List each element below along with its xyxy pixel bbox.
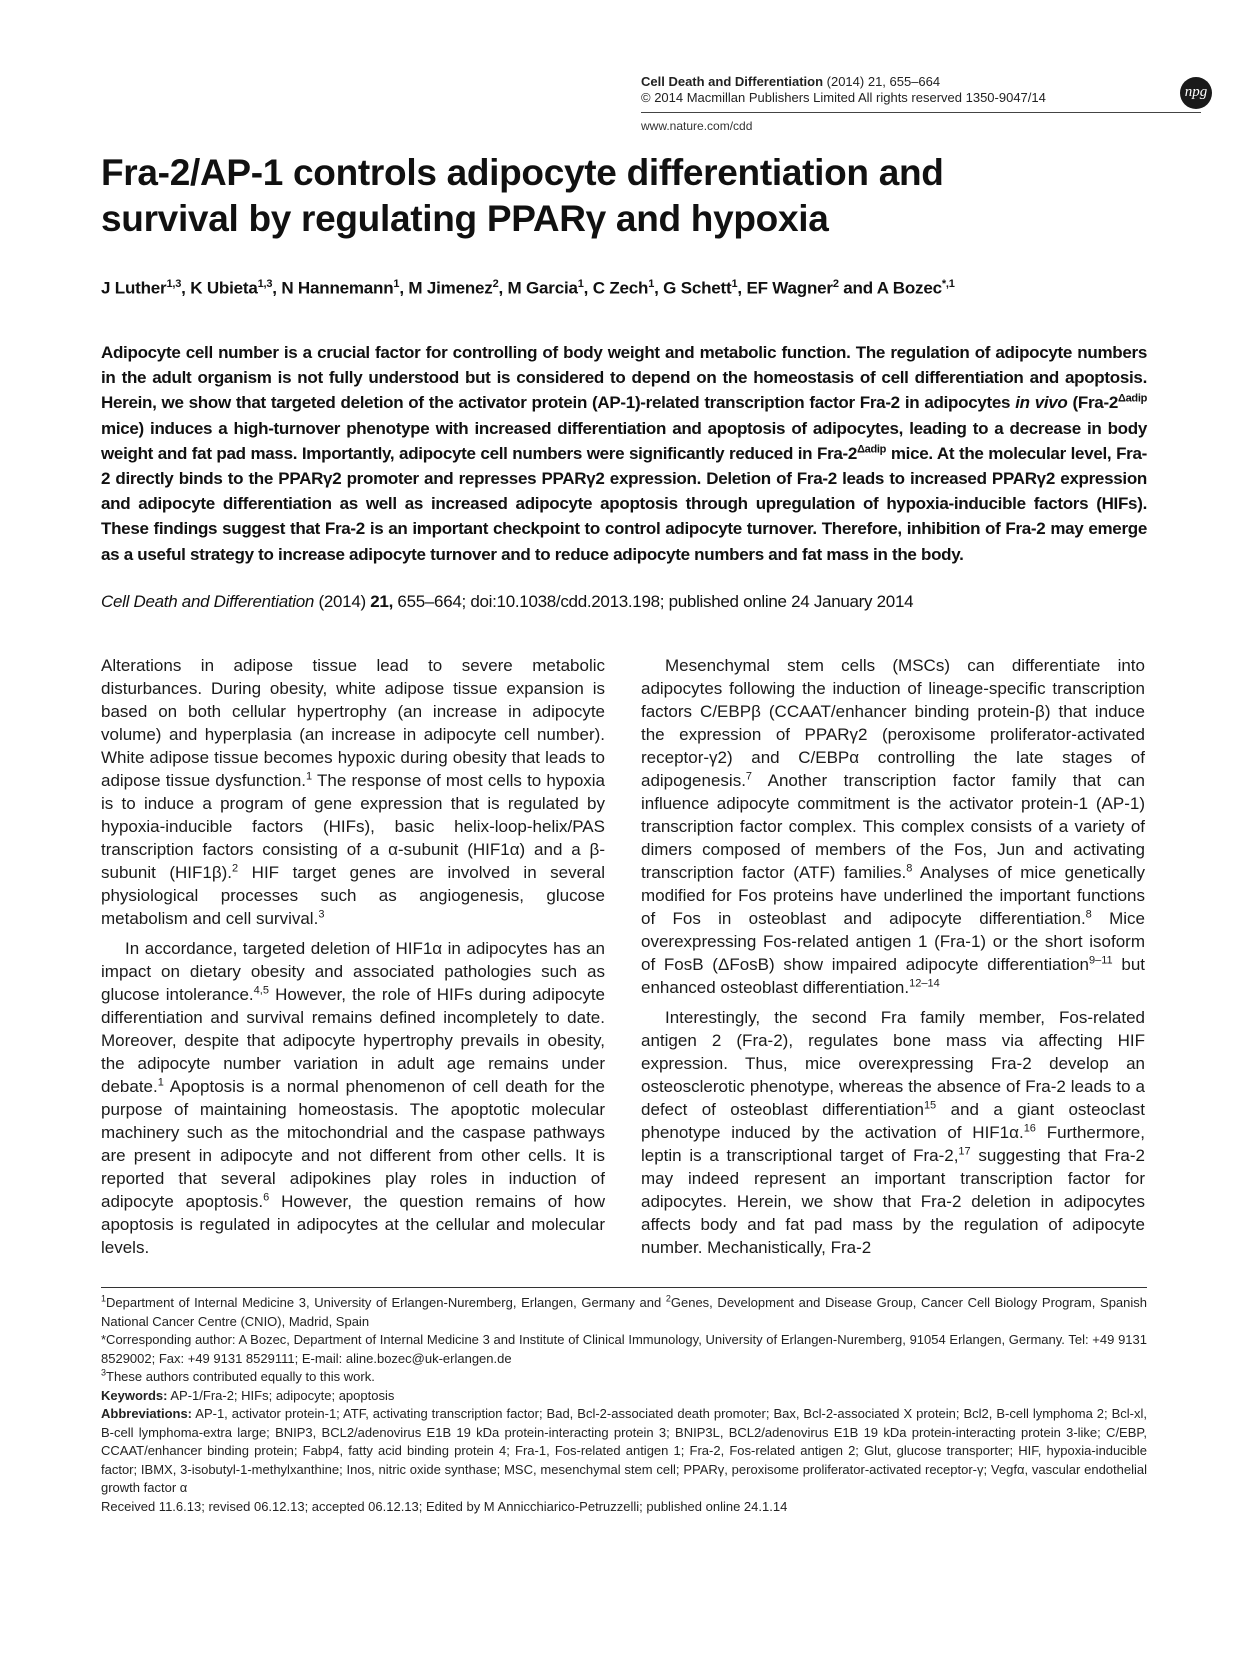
body-text: HIF target genes are involved in several physiological processes such as angiogenesis, glucose metabolism and cell survival. xyxy=(101,863,605,928)
keywords-label: Keywords: xyxy=(101,1387,168,1403)
reference-link[interactable]: 7 xyxy=(745,770,753,783)
journal-name: Cell Death and Differentiation xyxy=(641,74,824,89)
body-text: In accordance, targeted deletion of HIF1α in adipocytes has an impact on dietary obesity and associated pathologies such as glucose intolerance. xyxy=(101,939,605,1004)
abstract-text: mice. At the molecular level, Fra-2 directly binds to the PPARγ2 promoter and represses PPARγ2 expression. Deletion of Fra-2 leads to increased PPARγ2 expression and adipocyte differentiation as well as increased adipocyte apoptosis through upregulation of hypoxia-inducible factors (HIFs). These findings suggest that Fra-2 is an important checkpoint to control adipocyte turnover. Therefore, inhibition of Fra-2 may emerge as a useful strategy to increase adipocyte turnover and to reduce adipocyte numbers and fat mass in the body. xyxy=(101,443,1148,564)
body-text: The response of most cells to hypoxia is to induce a program of gene expression that is regulated by hypoxia-inducible factors (HIFs), basic helix-loop-helix/PAS transcription factors consisting of a α-subunit (HIF1α) and a β-subunit (HIF1β). xyxy=(101,771,606,882)
body-text: However, the question remains of how apoptosis is regulated in adipocytes at the cellular and molecular levels. xyxy=(101,1192,606,1257)
author-name: M Garcia xyxy=(507,278,578,298)
body-column-right xyxy=(641,654,1145,1266)
abstract-in-vivo: in vivo xyxy=(1015,393,1068,413)
footnote-divider xyxy=(101,1287,1147,1288)
author-affiliation: 2 xyxy=(492,278,499,290)
author-name: M Jimenez xyxy=(408,278,493,298)
abstract-text: Adipocyte cell number is a crucial factor for controlling of body weight and metabolic function. The regulation of adipocyte numbers in the adult organism is not fully understood but is considered to depend on the homeostasis of cell differentiation and apoptosis. Herein, we show that targeted deletion of the activator protein (AP-1)-related transcription factor Fra-2 in adipocytes xyxy=(101,343,1147,413)
author-name: J Luther xyxy=(101,278,167,298)
reference-link[interactable]: 8 xyxy=(906,862,913,875)
authors-conjunction: and xyxy=(843,278,873,298)
copyright-line: © 2014 Macmillan Publishers Limited All rights reserved 1350-9047/14 xyxy=(641,90,1046,105)
author-name: C Zech xyxy=(592,278,649,298)
affiliation-marker: 1 xyxy=(101,1293,107,1304)
reference-link[interactable]: 15 xyxy=(923,1099,937,1112)
author-affiliation: 2 xyxy=(832,278,839,290)
title-line-2: survival by regulating PPARγ and hypoxia xyxy=(101,198,829,239)
author-name: G Schett xyxy=(663,278,732,298)
body-text: Furthermore, leptin is a transcriptional target of Fra-2, xyxy=(641,1123,1145,1165)
citation-year: (2014) xyxy=(314,592,371,611)
citation-doi: 655–664; doi:10.1038/cdd.2013.198; published online 24 January 2014 xyxy=(393,592,914,611)
reference-link[interactable]: 9–11 xyxy=(1088,954,1113,967)
citation-journal: Cell Death and Differentiation xyxy=(101,592,315,611)
affiliation-text: Department of Internal Medicine 3, University of Erlangen-Nuremberg, Erlangen, Germany and xyxy=(106,1295,666,1310)
received-dates: Received 11.6.13; revised 06.12.13; accepted 06.12.13; Edited by M Annicchiarico-Petruzzelli; published online 24.1.14 xyxy=(101,1498,788,1514)
reference-link[interactable]: 2 xyxy=(232,862,239,875)
body-text: Another transcription factor family that can influence adipocyte commitment is the activator protein-1 (AP-1) transcription factor complex. This complex consists of a variety of dimers composed of members of the Fos, Jun and activating transcription factor (ATF) families. xyxy=(641,771,1145,882)
footnotes xyxy=(101,1294,1147,1516)
equal-contribution-text: These authors contributed equally to this work. xyxy=(106,1369,375,1384)
author-affiliation: 1,3 xyxy=(257,278,273,290)
abstract-text: mice) induces a high-turnover phenotype with increased differentiation and apoptosis of adipocytes, leading to a decrease in body weight and fat pad mass. Importantly, adipocyte cell numbers were significantly reduced in Fra-2 xyxy=(101,418,1147,463)
keywords-text: AP-1/Fra-2; HIFs; adipocyte; apoptosis xyxy=(167,1387,395,1403)
body-paragraph xyxy=(641,1006,1145,1259)
body-paragraph xyxy=(101,654,605,930)
author-affiliation: 1 xyxy=(731,278,738,290)
body-text: Apoptosis is a normal phenomenon of cell death for the purpose of maintaining homeostasis. The apoptotic molecular machinery such as the mitochondrial and the caspase pathways are present in adipocyte and not different from other cells. It is reported that several adipokines play roles in induction of adipocyte apoptosis. xyxy=(101,1077,605,1211)
author-name: N Hannemann xyxy=(281,278,394,298)
affiliation-marker: 2 xyxy=(665,1293,671,1304)
body-text: Interestingly, the second Fra family member, Fos-related antigen 2 (Fra-2), regulates bone mass via affecting HIF expression. Thus, mice overexpressing Fra-2 develop an osteosclerotic phenotype, whereas the absence of Fra-2 leads to a defect of osteoblast differentiation xyxy=(641,1008,1145,1119)
reference-link[interactable]: 17 xyxy=(958,1145,971,1158)
body-text: Analyses of mice genetically modified for Fos proteins have underlined the important functions of Fos in osteoblast and adipocyte differentiation. xyxy=(641,863,1145,928)
journal-issue: (2014) 21, 655–664 xyxy=(823,74,941,89)
abbreviations-text: AP-1, activator protein-1; ATF, activating transcription factor; Bad, Bcl-2-associated death promoter; Bax, Bcl-2-associated X protein; Bcl2, B-cell lymphoma 2; Bcl-xl, B-cell lymphoma-extra large; BNIP3, BCL2/adenovirus E1B 19 kDa protein-interacting protein 3; BNIP3L, BCL2/adenovirus E1B 19 kDa protein-interacting protein 3-like; C/EBP, CCAAT/enhancer binding protein; Fabp4, fatty acid binding protein 4; Fra-1, Fos-related antigen 1; Fra-2, Fos-related antigen 2; Glut, glucose transporter; HIF, hypoxia-inducible factor; IBMX, 3-isobutyl-1-methylxanthine; Inos, nitric oxide synthase; MSC, mesenchymal stem cell; PPARγ, peroxisome proliferator-activated receptor-γ; Vegfα, vascular endothelial growth factor α xyxy=(101,1406,1147,1495)
author-affiliation: 1 xyxy=(648,278,655,290)
header-divider xyxy=(641,112,1201,113)
reference-link[interactable]: 8 xyxy=(1085,908,1092,921)
author-affiliation: 1 xyxy=(393,278,400,290)
abbreviations-label: Abbreviations: xyxy=(101,1406,193,1421)
affiliation-text: Genes, Development and Disease Group, Cancer Cell Biology Program, Spanish National Cancer Centre (CNIO), Madrid, Spain xyxy=(101,1295,1147,1329)
body-text: but enhanced osteoblast differentiation. xyxy=(641,955,1145,997)
author-name: A Bozec xyxy=(876,278,942,298)
body-text: However, the role of HIFs during adipocyte differentiation and survival remains defined incompletely to date. Moreover, despite that adipocyte hypertrophy prevails in obesity, the adipocyte number variation in adult age remains under debate. xyxy=(101,985,605,1096)
citation-volume: 21, xyxy=(370,592,393,611)
reference-link[interactable]: 4,5 xyxy=(253,984,269,997)
genotype-superscript: Δadip xyxy=(1117,392,1148,405)
body-paragraph xyxy=(101,937,605,1259)
journal-header xyxy=(641,74,1071,106)
abstract-text: (Fra-2 xyxy=(1067,393,1118,413)
reference-link[interactable]: 6 xyxy=(263,1191,270,1204)
body-text: and a giant osteoclast phenotype induced by the activation of HIF1α. xyxy=(641,1100,1145,1142)
body-text: Mesenchymal stem cells (MSCs) can differentiate into adipocytes following the induction of lineage-specific transcription factors C/EBPβ (CCAAT/enhancer binding protein-β) that induce the expression of PPARγ2 (peroxisome proliferator-activated receptor-γ2) and C/EBPα controlling the late stages of adipogenesis. xyxy=(641,656,1145,790)
body-paragraph xyxy=(641,654,1145,999)
abstract xyxy=(101,340,1147,567)
affiliation-marker: 3 xyxy=(101,1367,107,1378)
reference-link[interactable]: 16 xyxy=(1023,1122,1036,1135)
keywords xyxy=(101,1387,1147,1406)
title-line-1: Fra-2/AP-1 controls adipocyte differentiation and xyxy=(101,152,944,193)
affiliations xyxy=(101,1294,1147,1331)
article-title xyxy=(101,150,1161,242)
reference-link[interactable]: 1 xyxy=(157,1076,164,1089)
body-text: Mice overexpressing Fos-related antigen 1 (Fra-1) or the short isoform of FosB (ΔFosB) show impaired adipocyte differentiation xyxy=(641,909,1145,974)
author-affiliation: 1 xyxy=(577,278,584,290)
reference-link[interactable]: 12–14 xyxy=(909,977,940,990)
body-text: Alterations in adipose tissue lead to severe metabolic disturbances. During obesity, white adipose tissue expansion is based on both cellular hypertrophy (an increase in adipocyte volume) and hyperplasia (an increase in adipocyte cell number). White adipose tissue becomes hypoxic during obesity that leads to adipose tissue dysfunction. xyxy=(101,656,605,790)
author-affiliation: *,1 xyxy=(941,278,955,290)
author-list: J Luther$^{1,3}$, K Ubieta$^{1,3}$, N Hannemann$^1$, M Jimenez$^2$, M Garcia$^1$, C Zech$^1$, G Schett$^1$, EF Wagner$^2$ and A Bozec$^{*,1}$ xyxy=(101,278,955,298)
corresponding-author: *Corresponding author: A Bozec, Department of Internal Medicine 3 and Institute of Clinical Immunology, University of Erlangen-Nuremberg, 91054 Erlangen, Germany. Tel: +49 9131 8529002; Fax: +49 9131 8529111; E-mail: aline.bozec@uk-erlangen.de xyxy=(101,1332,1147,1366)
reference-link[interactable]: 3 xyxy=(318,908,325,921)
body-column-left xyxy=(101,654,605,1266)
abbreviations xyxy=(101,1405,1147,1498)
body-text: suggesting that Fra-2 may indeed represent an important transcription factor for adipocytes. Herein, we show that Fra-2 deletion in adipocytes affects body and fat pad mass by the regulation of adipocyte number. Mechanistically, Fra-2 xyxy=(641,1146,1145,1257)
citation-line xyxy=(101,592,1147,612)
journal-url-link[interactable]: www.nature.com/cdd xyxy=(641,119,753,133)
npg-logo-icon: npg xyxy=(1180,77,1212,109)
genotype-superscript: Δadip xyxy=(857,443,887,456)
reference-link[interactable]: 1 xyxy=(306,770,313,783)
equal-contribution xyxy=(101,1368,1147,1387)
author-affiliation: 1,3 xyxy=(166,278,182,290)
author-name: EF Wagner xyxy=(746,278,833,298)
author-name: K Ubieta xyxy=(190,278,258,298)
